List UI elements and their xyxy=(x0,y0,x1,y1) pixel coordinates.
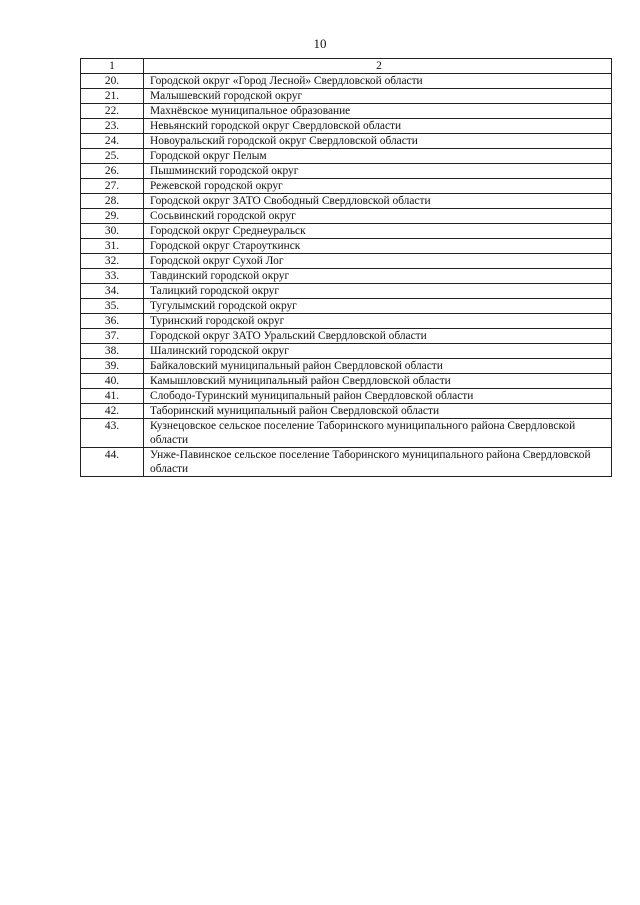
row-number-cell: 21. xyxy=(81,89,144,104)
table-row xyxy=(81,299,612,314)
row-number-cell: 25. xyxy=(81,149,144,164)
row-number-cell: 43. xyxy=(81,419,144,448)
municipality-name-cell: Унже-Павинское сельское поселение Таборинского муниципального района Свердловской области xyxy=(144,448,612,477)
municipality-name-cell: Городской округ Среднеуральск xyxy=(144,224,612,239)
municipality-name-cell: Камышловский муниципальный район Свердловской области xyxy=(144,374,612,389)
row-number-cell: 22. xyxy=(81,104,144,119)
table-row xyxy=(81,254,612,269)
municipality-name-cell: Малышевский городской округ xyxy=(144,89,612,104)
table-row xyxy=(81,404,612,419)
municipality-name-cell: Городской округ «Город Лесной» Свердловской области xyxy=(144,74,612,89)
row-number-cell: 39. xyxy=(81,359,144,374)
municipality-name-cell: Тавдинский городской округ xyxy=(144,269,612,284)
municipality-name-cell: Туринский городской округ xyxy=(144,314,612,329)
municipality-name-cell: Режевской городской округ xyxy=(144,179,612,194)
row-number-cell: 35. xyxy=(81,299,144,314)
table-header-row xyxy=(81,59,612,74)
municipality-name-cell: Городской округ ЗАТО Уральский Свердловской области xyxy=(144,329,612,344)
table-row xyxy=(81,359,612,374)
municipality-name-cell: Новоуральский городской округ Свердловской области xyxy=(144,134,612,149)
table-row xyxy=(81,209,612,224)
table-row xyxy=(81,344,612,359)
row-number-cell: 37. xyxy=(81,329,144,344)
row-number-cell: 24. xyxy=(81,134,144,149)
table-row xyxy=(81,104,612,119)
municipality-name-cell: Городской округ Староуткинск xyxy=(144,239,612,254)
municipality-name-cell: Невьянский городской округ Свердловской области xyxy=(144,119,612,134)
row-number-cell: 44. xyxy=(81,448,144,477)
table-row xyxy=(81,269,612,284)
table-row xyxy=(81,179,612,194)
row-number-cell: 30. xyxy=(81,224,144,239)
municipality-name-cell: Шалинский городской округ xyxy=(144,344,612,359)
table-row xyxy=(81,224,612,239)
row-number-cell: 29. xyxy=(81,209,144,224)
row-number-cell: 31. xyxy=(81,239,144,254)
municipality-name-cell: Байкаловский муниципальный район Свердловской области xyxy=(144,359,612,374)
table-row xyxy=(81,314,612,329)
table-row xyxy=(81,164,612,179)
municipality-name-cell: Пышминский городской округ xyxy=(144,164,612,179)
table-row xyxy=(81,329,612,344)
row-number-cell: 36. xyxy=(81,314,144,329)
table-row xyxy=(81,89,612,104)
row-number-cell: 38. xyxy=(81,344,144,359)
table-row xyxy=(81,74,612,89)
row-number-cell: 20. xyxy=(81,74,144,89)
municipality-name-cell: Кузнецовское сельское поселение Таборинского муниципального района Свердловской области xyxy=(144,419,612,448)
table-body xyxy=(81,59,612,477)
row-number-cell: 27. xyxy=(81,179,144,194)
municipality-name-cell: Слободо-Туринский муниципальный район Свердловской области xyxy=(144,389,612,404)
row-number-cell: 28. xyxy=(81,194,144,209)
row-number-cell: 26. xyxy=(81,164,144,179)
municipalities-table xyxy=(80,58,612,477)
row-number-cell: 34. xyxy=(81,284,144,299)
municipality-name-cell: Таборинский муниципальный район Свердловской области xyxy=(144,404,612,419)
row-number-cell: 40. xyxy=(81,374,144,389)
row-number-cell: 33. xyxy=(81,269,144,284)
row-number-cell: 32. xyxy=(81,254,144,269)
row-number-cell: 41. xyxy=(81,389,144,404)
row-number-cell: 42. xyxy=(81,404,144,419)
municipality-name-cell: Тугулымский городской округ xyxy=(144,299,612,314)
table-row xyxy=(81,419,612,448)
table-row xyxy=(81,149,612,164)
municipality-name-cell: Талицкий городской округ xyxy=(144,284,612,299)
municipality-name-cell: Махнёвское муниципальное образование xyxy=(144,104,612,119)
table-row xyxy=(81,284,612,299)
table-row xyxy=(81,374,612,389)
row-number-cell: 23. xyxy=(81,119,144,134)
table-row xyxy=(81,194,612,209)
municipality-name-cell: Городской округ Пелым xyxy=(144,149,612,164)
header-column-2: 2 xyxy=(144,59,612,74)
table-row xyxy=(81,389,612,404)
header-column-1: 1 xyxy=(81,59,144,74)
table-row xyxy=(81,448,612,477)
page-number: 10 xyxy=(313,36,327,51)
table-row xyxy=(81,119,612,134)
municipality-name-cell: Городской округ ЗАТО Свободный Свердловской области xyxy=(144,194,612,209)
table-row xyxy=(81,239,612,254)
municipality-name-cell: Сосьвинский городской округ xyxy=(144,209,612,224)
table-row xyxy=(81,134,612,149)
municipality-name-cell: Городской округ Сухой Лог xyxy=(144,254,612,269)
